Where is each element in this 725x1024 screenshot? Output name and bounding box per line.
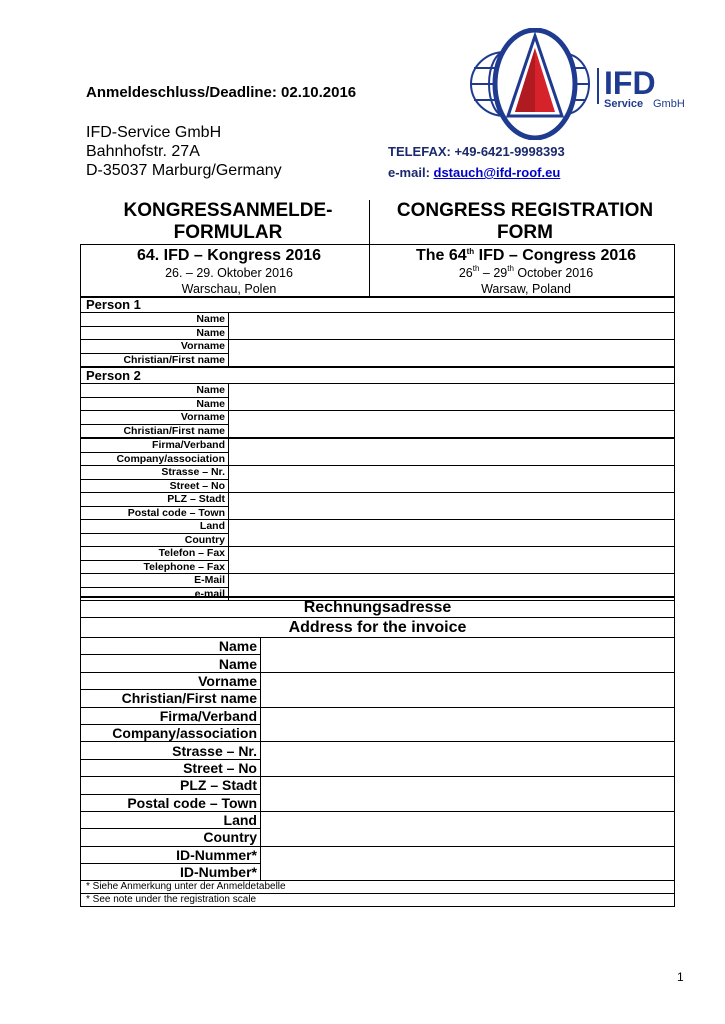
deadline: Anmeldeschluss/Deadline: 02.10.2016	[86, 84, 357, 101]
event-title-en: The 64th IFD – Congress 2016	[415, 247, 637, 264]
telefax: TELEFAX: +49-6421-9998393	[388, 144, 565, 159]
street-field[interactable]	[229, 466, 675, 493]
registration-table: Person 1 Name Name Vorname Christian/First name Person 2 Name Name Vorname Christian/First name Firma/Verband Company/association Strasse – Nr. Street – No PLZ – Stadt Postal code – Town Land Country Telefon – Fax Telephone – Fax E-Mail e-mail	[80, 296, 675, 601]
phone-field[interactable]	[229, 547, 675, 574]
person1-name-field[interactable]	[229, 313, 675, 340]
invoice-table: Rechnungsadresse Address for the invoice Name Name Vorname Christian/First name Firma/Verband Company/association Strasse – Nr. Street – No PLZ – Stadt Postal code – Town Land Country ID-Nummer* ID-Number* * Siehe Anmerkung unter der Anmeldetabelle * See note under the registration scale	[80, 596, 675, 907]
event-date-de: 26. – 29. Oktober 2016	[165, 266, 293, 280]
postal-field[interactable]	[229, 493, 675, 520]
company-name: IFD-Service GmbH	[86, 124, 222, 141]
title-de-line2: FORMULAR	[173, 222, 283, 243]
email-line: e-mail: dstauch@ifd-roof.eu	[388, 165, 561, 180]
person2-name-field[interactable]	[229, 384, 675, 411]
invoice-title-de: Rechnungsadresse	[81, 597, 675, 618]
event-place-de: Warschau, Polen	[181, 282, 277, 296]
invoice-postal-field[interactable]	[261, 777, 675, 812]
title-en-line2: FORM	[497, 222, 553, 243]
invoice-name-field[interactable]	[261, 638, 675, 673]
city-address: D-35037 Marburg/Germany	[86, 162, 282, 179]
note-en: * See note under the registration scale	[81, 894, 675, 907]
invoice-street-field[interactable]	[261, 742, 675, 777]
invoice-country-field[interactable]	[261, 811, 675, 846]
ifd-logo	[460, 28, 700, 140]
invoice-company-field[interactable]	[261, 707, 675, 742]
page-number: 1	[677, 970, 684, 984]
title-de-line1: KONGRESSANMELDE-	[123, 200, 333, 221]
event-title-de: 64. IFD – Kongress 2016	[136, 247, 322, 264]
person1-header: Person 1	[81, 297, 675, 313]
email-link[interactable]: dstauch@ifd-roof.eu	[433, 165, 561, 180]
note-de: * Siehe Anmerkung unter der Anmeldetabelle	[81, 881, 675, 894]
event-date-en: 26th – 29th October 2016	[458, 264, 594, 280]
logo-subtext: Service	[604, 98, 644, 110]
person2-header: Person 2	[81, 367, 675, 384]
invoice-id-field[interactable]	[261, 846, 675, 881]
invoice-firstname-field[interactable]	[261, 672, 675, 707]
person2-firstname-field[interactable]	[229, 411, 675, 439]
street-address: Bahnhofstr. 27A	[86, 143, 200, 160]
logo-subtext-gmbh: GmbH	[653, 98, 685, 110]
country-field[interactable]	[229, 520, 675, 547]
invoice-title-en: Address for the invoice	[81, 618, 675, 638]
form-title	[80, 200, 674, 244]
event-place-en: Warsaw, Poland	[481, 282, 571, 296]
title-en-line1: CONGRESS REGISTRATION	[396, 200, 654, 221]
logo-text: IFD	[604, 65, 656, 101]
company-field[interactable]	[229, 438, 675, 466]
event-box	[80, 244, 675, 298]
person1-firstname-field[interactable]	[229, 340, 675, 368]
